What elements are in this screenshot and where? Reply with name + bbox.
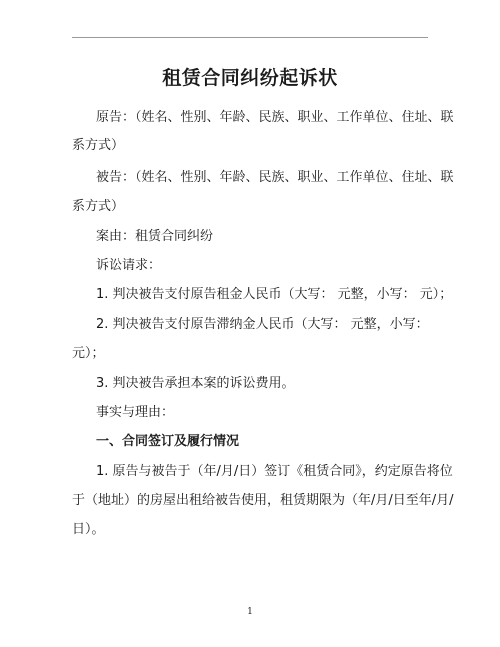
case-cause: 案由：租赁合同纠纷	[96, 229, 214, 244]
facts-heading: 事实与理由：	[96, 405, 175, 420]
section-heading: 一、合同签订及履行情况	[96, 434, 240, 449]
claims-heading: 诉讼请求：	[96, 258, 162, 273]
claim-3: 3. 判决被告承担本案的诉讼费用。	[96, 376, 295, 391]
header-rule	[72, 37, 428, 38]
defendant-line: 被告：（姓名、性别、年龄、民族、职业、工作单位、住址、联	[96, 170, 454, 185]
claim-1: 1. 判决被告支付原告租金人民币（大写： 元整，小写： 元）；	[96, 287, 453, 302]
fact-1: 1. 原告与被告于（年/月/日）签订《租赁合同》，约定原告将位	[96, 464, 453, 479]
page-number: 1	[247, 607, 253, 617]
document-title: 租赁合同纠纷起诉状	[162, 67, 338, 89]
fact-1-cont: 于（地址）的房屋出租给被告使用，租赁期限为（年/月/日至年/月/	[72, 493, 454, 508]
fact-1-cont-2: 日）。	[72, 522, 105, 537]
plaintiff-line-cont: 系方式）	[72, 138, 125, 153]
claim-2: 2. 判决被告支付原告滞纳金人民币（大写： 元整，小写：	[96, 317, 429, 332]
plaintiff-line: 原告：（姓名、性别、年龄、民族、职业、工作单位、住址、联	[96, 110, 454, 125]
defendant-line-cont: 系方式）	[72, 199, 125, 214]
claim-2-cont: 元）；	[72, 346, 105, 361]
